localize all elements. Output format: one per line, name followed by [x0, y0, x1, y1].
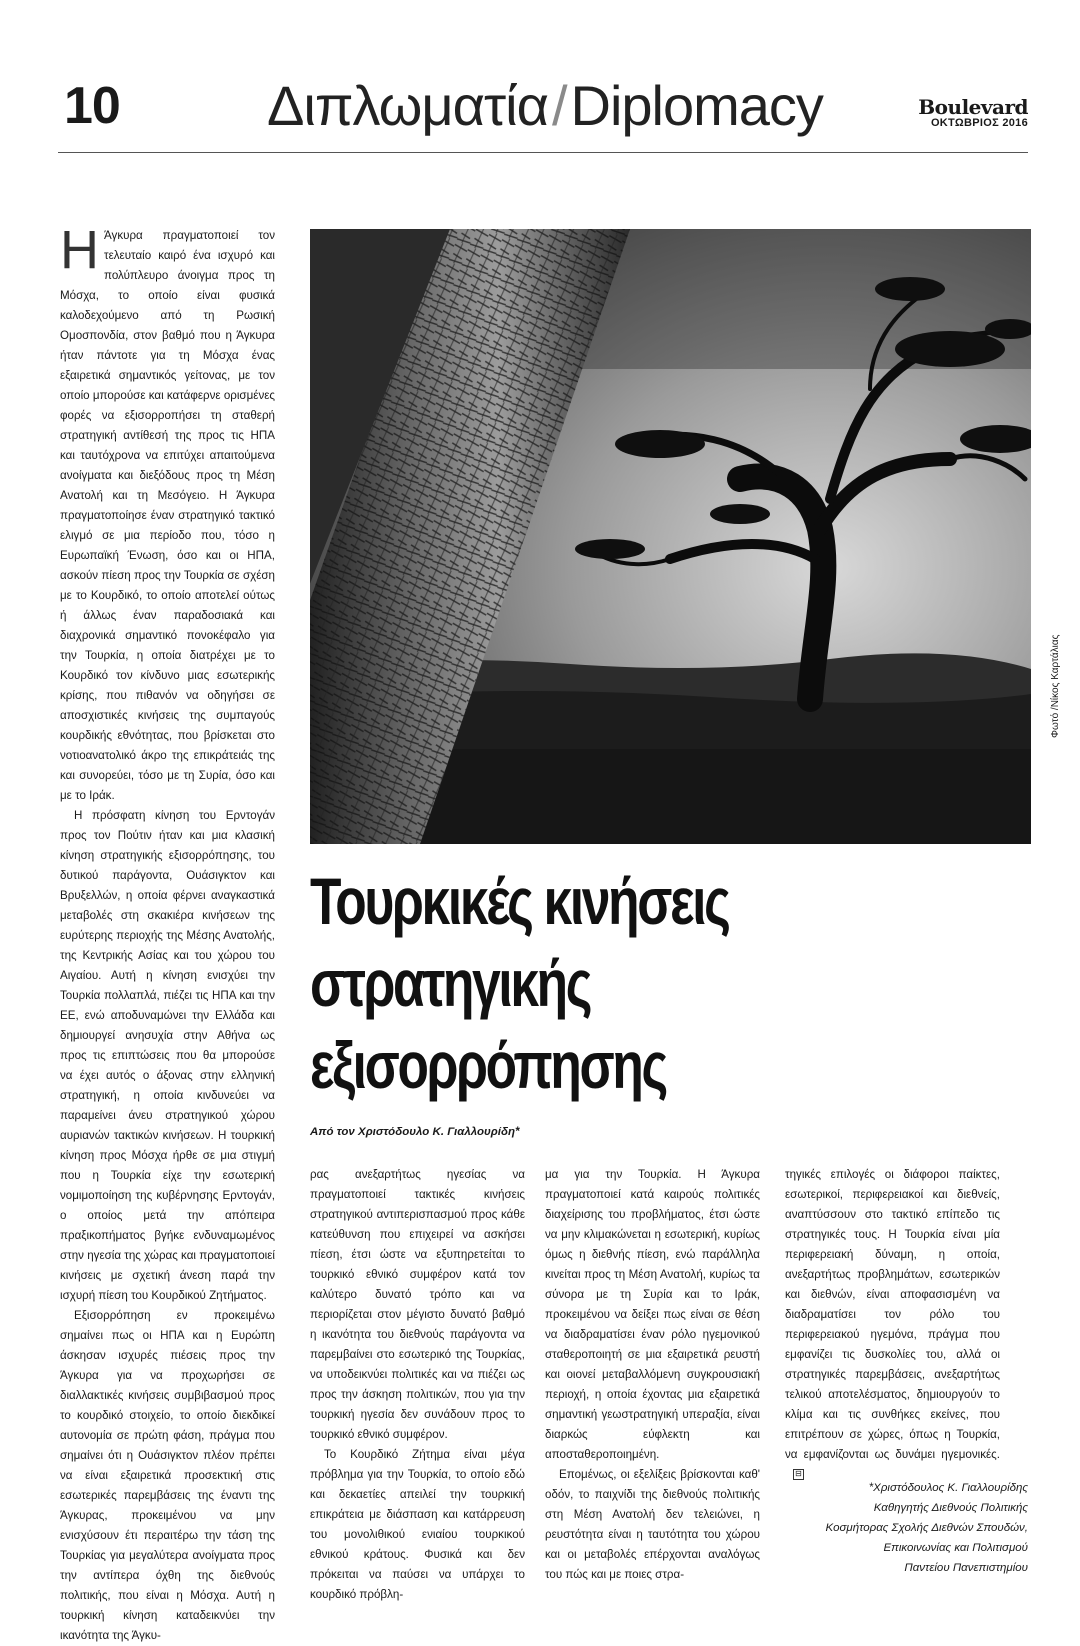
section-title-slash: /: [551, 74, 567, 137]
section-title: [267, 74, 823, 137]
paragraph-text: Άγκυρα πραγματοποιεί τον τελευταίο καιρό ένα ισχυρό και πολύπλευρο άνοιγμα προς τη Μόσχα, το οποίο είναι φυσικά καλοδεχούμενο από τη Ρωσική Ομοσπονδία, στον βαθμό που η Άγκυρα ήταν πάντοτε για τη Μόσχα ένας εξαιρετικά σημαντικός γείτονας, με τον οποίο μπορούσε και κατάφερνε ορισμένες φορές να εξισορροπήσει τη σταθερή στρατηγική αντίθεσή της προς τις ΗΠΑ και ταυτόχρονα να επιτύχει απαιτούμενα ανοίγματα και διεξόδους προς τη Μέση Ανατολή και τη Μεσόγειο. Η Άγκυρα πραγματοποίησε έναν στρατηγικό τακτικό ελιγμό σε μια περίοδο που, τόσο η Ευρωπαϊκή Ένωση, όσο και οι ΗΠΑ, ασκούν πίεση προς την Τουρκία σε σχέση με το Κουρδικό, το οποίο αποτελεί ούτως ή άλλως έναν παραδοσιακά και διαχρονικά σημαντικό πονοκέφαλο για την Τουρκία, η οποία διατρέχει με το Κουρδικό τον κίνδυνο μιας εσωτερικής κρίσης, που πιθανόν να οδηγήσει σε αποσχιστικές κινήσεις της συμπαγούς κουρδικής εθνότητας, που βρίσκεται στο νοτιοανατολικό άκρο της επικράτειάς της και συνορεύει, τόσο με τη Συρία, όσο και με το Ιράκ.: [60, 229, 275, 802]
masthead-issue: ΟΚΤΩΒΡΙΟΣ 2016: [930, 117, 1028, 129]
section-title-greek: Διπλωματία: [267, 74, 548, 137]
author-bio: [778, 1478, 1028, 1578]
article-paragraph: ρας ανεξαρτήτως ηγεσίας να πραγματοποιεί τακτικές κινήσεις στρατηγικού αντιπερισπασμού προς κάθε κατεύθυνση που επιχειρεί να ασκήσει πίεση, έτσι ώστε να εξυπηρετείται το τουρκικό εθνικό συμφέρον κατά τον καλύτερο δυνατό τρόπο και να περιορίζεται στον μέγιστο δυνατό βαθμό η ικανότητα του διεθνούς παράγοντα να παρεμβαίνει στο εσωτερικό της Τουρκίας, να υποδεικνύει πολιτικές και να πιέζει ως προς την άσκηση πολιτικών, που για την τουρκική ηγεσία δεν συνάδουν προς το τουρκικό εθνικό συμφέρον.: [310, 1168, 525, 1441]
bio-line: *Χριστόδουλος Κ. Γιαλλουρίδης: [868, 1482, 1028, 1494]
paragraph-text: τηγικές επιλογές οι διάφοροι παίκτες, εσωτερικοί, περιφερειακοί και διεθνείς, αναπτύσσουν στο τακτικό επίπεδο τις στρατηγικές τους. Η Τουρκία είναι μία περιφερειακή δύναμη, η οποία, ανεξαρτήτως προβλημάτων, εσωτερικών και διεθνών, είναι αποφασισμένη να διαδραματίσει τον ρόλο του περιφερειακού ηγεμόνα, πράγμα που εμφανίζει τις δυσκολίες του, αλλά οι στρατηγικές παρεμβάσεις, ανεξαρτήτως τελικού αποτελέσματος, δημιουργούν το κλίμα και τις συνθήκες εκείνες, που επιτρέπουν σε χώρες, όπως η Τουρκία, να εμφανίζονται ως δυνάμει ηγεμονικές.: [785, 1168, 1000, 1461]
photo-credit: Φωτό /Νίκος Καρτάλιας: [1050, 634, 1061, 738]
bio-line: Παντείου Πανεπιστημίου: [904, 1562, 1028, 1574]
byline: Από τον Χριστόδουλο Κ. Γιαλλουρίδη*: [310, 1126, 520, 1138]
article-column-3: [545, 1165, 760, 1585]
masthead: [918, 97, 1028, 129]
article-paragraph: Η πρόσφατη κίνηση του Ερντογάν προς τον Πούτιν ήταν και μια κλασική κίνηση στρατηγικής εξισορρόπησης, του δυτικού παράγοντα, Ουάσιγκτον και Βρυξελλών, η οποία φέρνει αναγκαστικά μεταβολές στη σκακιέρα κινήσεων της ευρύτερης περιοχής της Μέσης Ανατολής, της Κεντρικής Ασίας και του χώρου του Αιγαίου. Αυτή η κίνηση ενισχύει την Τουρκία πολλαπλά, πιέζει τις ΗΠΑ και την ΕΕ, ενώ αποδυναμώνει την Ελλάδα και δημιουργεί ανησυχία στην Αθήνα ως προς τις επιπτώσεις που θα μπορούσε να έχει αυτός ο άξονας στην ελληνική στρατηγική, η οποία κινδυνεύει να παραμείνει άνευ στρατηγικού χώρου αυριανών τακτικών κινήσεων. Η τουρκική κίνηση προς Μόσχα ήρθε σε μια στιγμή που η Τουρκία είχε την εσωτερική νομιμοποίηση της κυβέρνησης Ερντογάν, ο οποίος μετά την απόπειρα πραξικοπήματος βγήκε ενδυναμωμένος στην ηγεσία της χώρας και πραγματοποιεί κινήσεις με σχετική άνεση παρά την ισχυρή πίεση του Κουρδικού Ζητήματος.: [60, 809, 275, 1302]
article-paragraph: [785, 1165, 1000, 1485]
end-of-article-icon: ⊟: [793, 1469, 804, 1480]
headline-line: Τουρκικές κινήσεις: [310, 864, 729, 938]
page-number: 10: [64, 77, 120, 135]
bio-line: Επικοινωνίας και Πολιτισμού: [883, 1542, 1028, 1554]
bio-line: Κοσμήτορας Σχολής Διεθνών Σπουδών,: [825, 1522, 1028, 1534]
article-paragraph: μα για την Τουρκία. Η Άγκυρα πραγματοποιεί κατά καιρούς πολιτικές διαχείρισης του προβλήματος, έτσι ώστε να μην κλιμακώνεται η εσωτερική, κυρίως όμως η διεθνής πίεση, ενώ παράλληλα κινείται προς τη Μέση Ανατολή, κυρίως τα σύνορα με τη Συρία και το Ιράκ, προκειμένου να δείξει πως είναι σε θέση να διαδραματίσει έναν ρόλο ηγεμονικού σταθεροποιητή σε μια εξαιρετικά ρευστή και οιονεί μεταβαλλόμενη συγκρουσιακή περιοχή, η οποία έχοντας μια εξαιρετικά σημαντική γεωστρατηγική υπεραξία, είναι διαρκώς εύφλεκτη και αποσταθεροποιημένη.: [545, 1168, 760, 1461]
section-title-english: Diplomacy: [570, 74, 823, 137]
article-column-2: [310, 1165, 525, 1605]
article-paragraph: Το Κουρδικό Ζήτημα είναι μέγα πρόβλημα για την Τουρκία, το οποίο εδώ και δεκαετίες απειλεί την τουρκική επικράτεια με διάσπαση και κατάρρευση του μονολιθικού ενιαίου τουρκικού εθνικού κράτους. Φυσικά και δεν πρόκειται να παύσει να υπάρχει το κουρδικό πρόβλη-: [310, 1448, 525, 1601]
article-column-4: [785, 1165, 1000, 1485]
top-rule: [58, 152, 1028, 153]
headline-line: εξισορρόπησης: [310, 1028, 666, 1102]
article-paragraph: Εξισορρόπηση εν προκειμένω σημαίνει πως οι ΗΠΑ και η Ευρώπη άσκησαν ισχυρές πιέσεις προς την Άγκυρα για να προχωρήσει σε διαλλακτικές κινήσεις συμβιβασμού προς το κουρδικό στοιχείο, το οποίο διεκδικεί αυτονομία σε πρώτη φάση, πράγμα που σημαίνει ότι η Ουάσιγκτον πλέον πρέπει να είναι εξαιρετικά προσεκτική στις εσωτερικές παρεμβάσεις της έναντι της Άγκυρας, προκειμένου να μην ενισχύσουν έτι περαιτέρω την τάση της Τουρκίας για μεγαλύτερα ανοίγματα προς την αντίπερα όχθη της διεθνούς πολιτικής, που είναι η Μόσχα. Αυτή η τουρκική κίνηση καταδεικνύει την ικανότητα της Άγκυ-: [60, 1309, 275, 1642]
pine-trees-photo: [310, 229, 1031, 844]
article-paragraph: [60, 220, 275, 806]
masthead-brand: Boulevard: [918, 95, 1028, 119]
drop-cap: Η: [60, 220, 99, 280]
article-paragraph: Επομένως, οι εξελίξεις βρίσκονται καθ' οδόν, το παιχνίδι της διεθνούς πολιτικής στη Μέση Ανατολή δεν τελειώνει, η ρευστότητα είναι η ταυτότητα του χώρου και οι μεταβολές επέρχονται αναλόγως του πώς και με ποιες στρα-: [545, 1468, 760, 1581]
article-column-1: [60, 220, 275, 1646]
headline-line: στρατηγικής: [310, 946, 591, 1020]
bio-line: Καθηγητής Διεθνούς Πολιτικής: [873, 1502, 1028, 1514]
article-photo: [310, 229, 1031, 844]
headline: [310, 860, 872, 1106]
